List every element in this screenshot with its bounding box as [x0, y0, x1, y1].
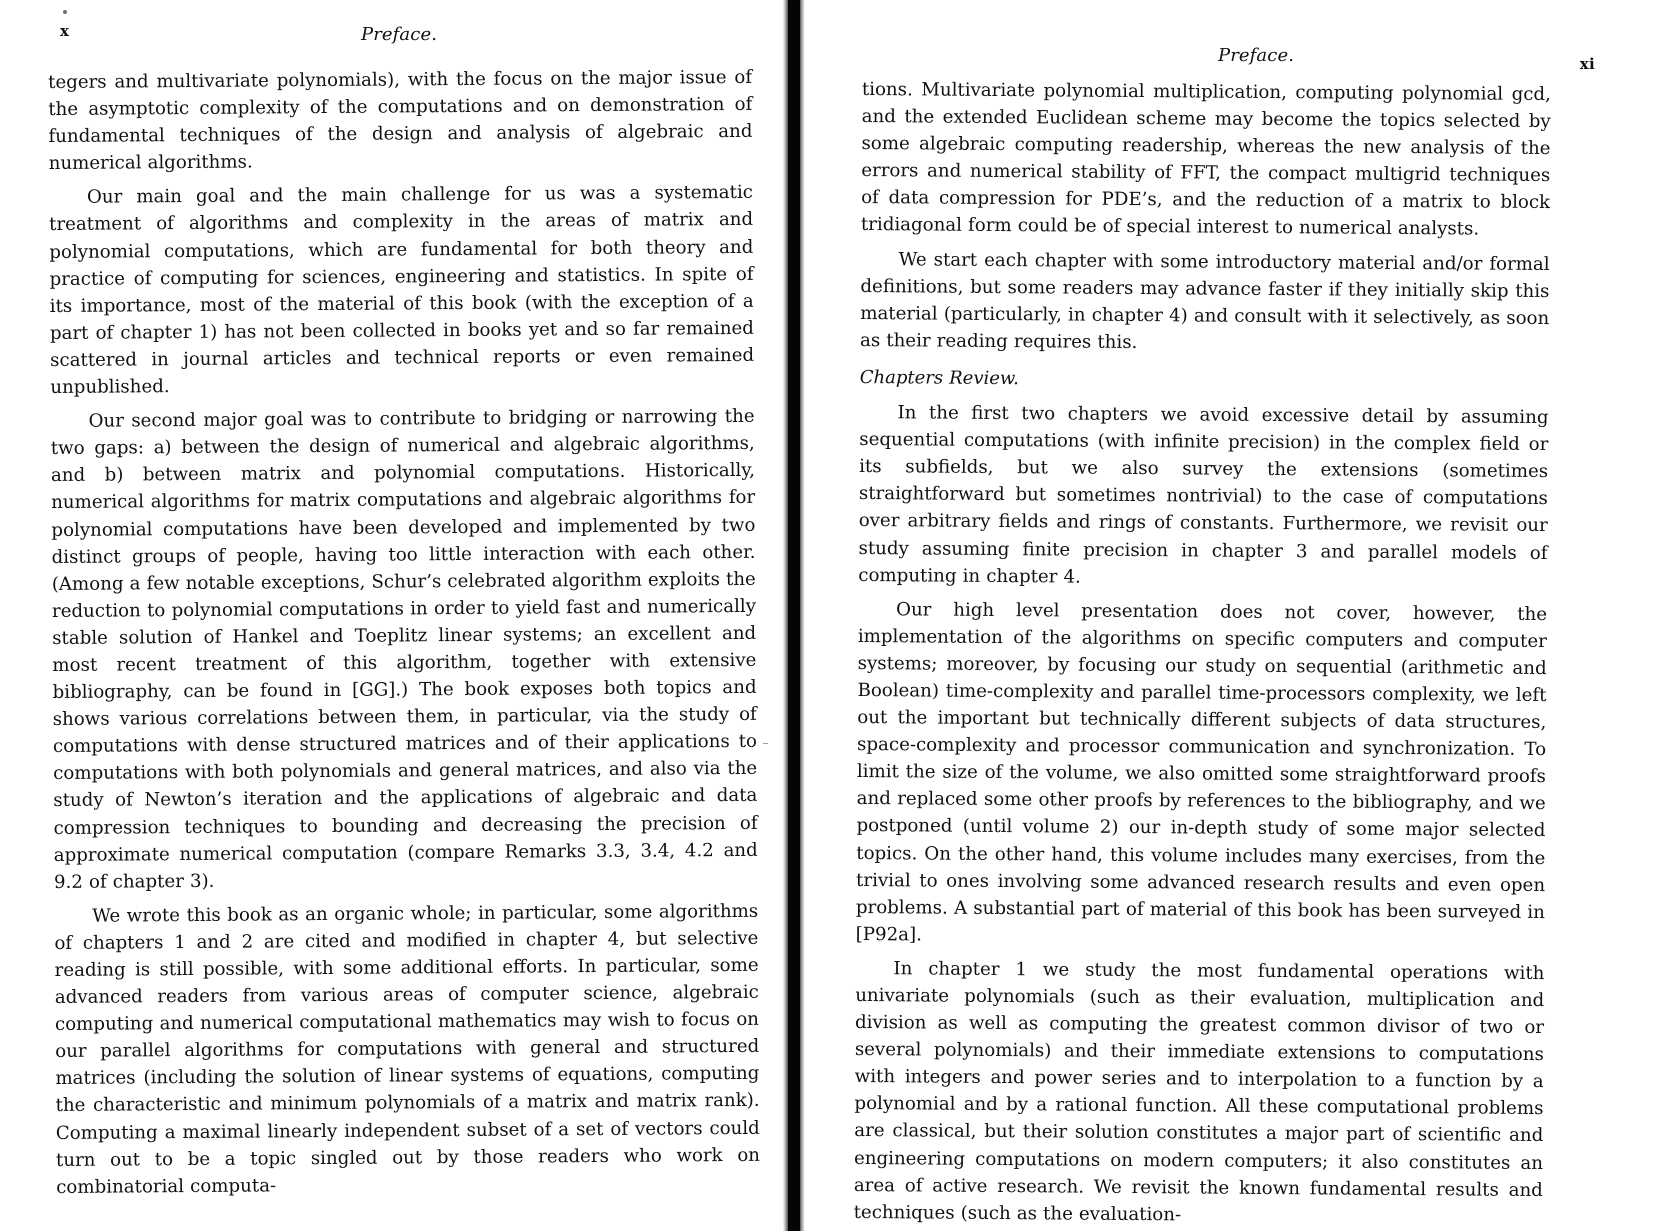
left-page-text — [48, 64, 760, 1208]
paragraph: Our main goal and the main challenge for us was a systematic treatment of algorithms and complexity in the areas of matrix and polynomial computations, which are fundamental for both theory and practice of computing for sciences, engineering and statistics. In spite of its importance, most of the material of this book (with the exception of a part of chapter 1) has not been collected in books yet and so far remained scattered in journal articles and technical reports or even remained unpublished. — [49, 182, 755, 399]
paragraph: Our high level presentation does not cover, however, the implementation of the algorithms on specific computers and computer systems; moreover, by focusing our study on sequential (arithmetic and Boolean) time-complexity and parallel time-processors complexity, we left out the important but technically different subjects of data structures, space-complexity and processor communication and synchronization. To limit the size of the volume, we also omitted some straightforward proofs and replaced some other proofs by references to the bibliography, and we postponed (until volume 2) our in-depth study of some major selected topics. On the other hand, this volume includes many exercises, from the trivial to ones involving some advanced research results and even open problems. A substantial part of material of this book has been surveyed in [P92a]. — [855, 598, 1548, 946]
running-head-left: Preface. — [361, 24, 438, 45]
paragraph: tions. Multivariate polynomial multiplication, computing polynomial gcd, and the extended Euclidean scheme may become the topics selected by some algebraic computing readership, whereas the new analysis of the errors and numerical stability of FFT, the compact multigrid techniques of data compression for PDE’s, and the reduction of a matrix to block tridiagonal form could be of special interest to numerical analysts. — [860, 78, 1551, 240]
paragraph: In the first two chapters we avoid excessive detail by assuming sequential computations (with infinite precision) in the complex field or its subfields, but we also survey the extensions (sometimes straightforward but sometimes nontrivial) to the case of computations over arbitrary fields and rings of constants. Furthermore, we revisit our study assuming finite precision in chapter 3 and parallel models of computing in chapter 4. — [858, 402, 1549, 588]
book-gutter — [788, 0, 800, 1231]
page-number-x: x — [60, 22, 70, 40]
right-page — [836, 0, 1668, 1231]
paragraph: In chapter 1 we study the most fundamental operations with univariate polynomials (such as their evaluation, multiplication and division as well as computing the greatest common divisor of two or several polynomials) and their immediate extensions to computations with integers and power series and to interpolation to a function by a polynomial and by a rational function. All these computational problems are classical, but their solution constitutes a major part of scientific and engineering computations on modern computers; it also constitutes an area of active research. We revisit the known fundamental results and techniques (such as the evaluation- — [853, 958, 1545, 1226]
page-number-xi: xi — [1579, 55, 1595, 73]
running-head-right: Preface. — [1218, 45, 1295, 66]
right-page-header — [836, 14, 1668, 73]
paragraph: Our second major goal was to contribute to bridging or narrowing the two gaps: a) between the design of numerical and algebraic algorithms, and b) between matrix and polynomial computations. Historically, numerical algorithms for matrix computations and algebraic algorithms for polynomial computations have been developed and implemented by two distinct groups of people, having too little interaction with each other. (Among a few notable exceptions, Schur’s celebrated algorithm exploits the reduction to polynomial computations in order to yield fast and numerically stable solution of Hankel and Toeplitz linear systems; an excellent and most recent treatment of this algorithm, together with extensive bibliography, can be found in [GG].) The book exposes both topics and shows various correlations between them, in particular, via the study of computations with dense structured matrices and of their applications to computations with both polynomials and general matrices, and also via the study of Newton’s iteration and the applications of algebraic and data compression techniques to bounding and decreasing the precision of approximate numerical computation (compare Remarks 3.3, 3.4, 4.2 and 9.2 of chapter 3). — [50, 405, 758, 893]
section-heading-chapters-review: Chapters Review. — [859, 366, 1020, 390]
paragraph: tegers and multivariate polynomials), with the focus on the major issue of the asymptotic complexity of the computations and on demonstration of fundamental techniques of the design and analysis of algebraic and numerical algorithms. — [48, 66, 753, 175]
right-page-text — [854, 76, 1551, 1231]
paragraph: We start each chapter with some introductory material and/or formal definitions, but some readers may advance faster if they initially skip this material (particularly, in chapter 4) and consult with it selectively, as soon as their reading requires this. — [859, 248, 1550, 353]
left-page-header — [0, 14, 820, 58]
left-page — [0, 0, 820, 1231]
paragraph: We wrote this book as an organic whole; in particular, some algorithms of chapters 1 and 2 are cited and modified in chapter 4, but selective reading is still possible, with some additional efforts. In particular, some advanced readers from various areas of computer science, algebraic computing and numerical computational mathematics may wish to focus on our parallel algorithms for computations with general and structured matrices (including the solution of linear systems of equations, computing the characteristic and minimum polynomials of a matrix and matrix rank). Computing a maximal linearly independent subset of a set of vectors could turn out to be a topic singled out by those readers who work on combinatorial computa- — [54, 900, 761, 1198]
scan-mark — [763, 743, 768, 744]
